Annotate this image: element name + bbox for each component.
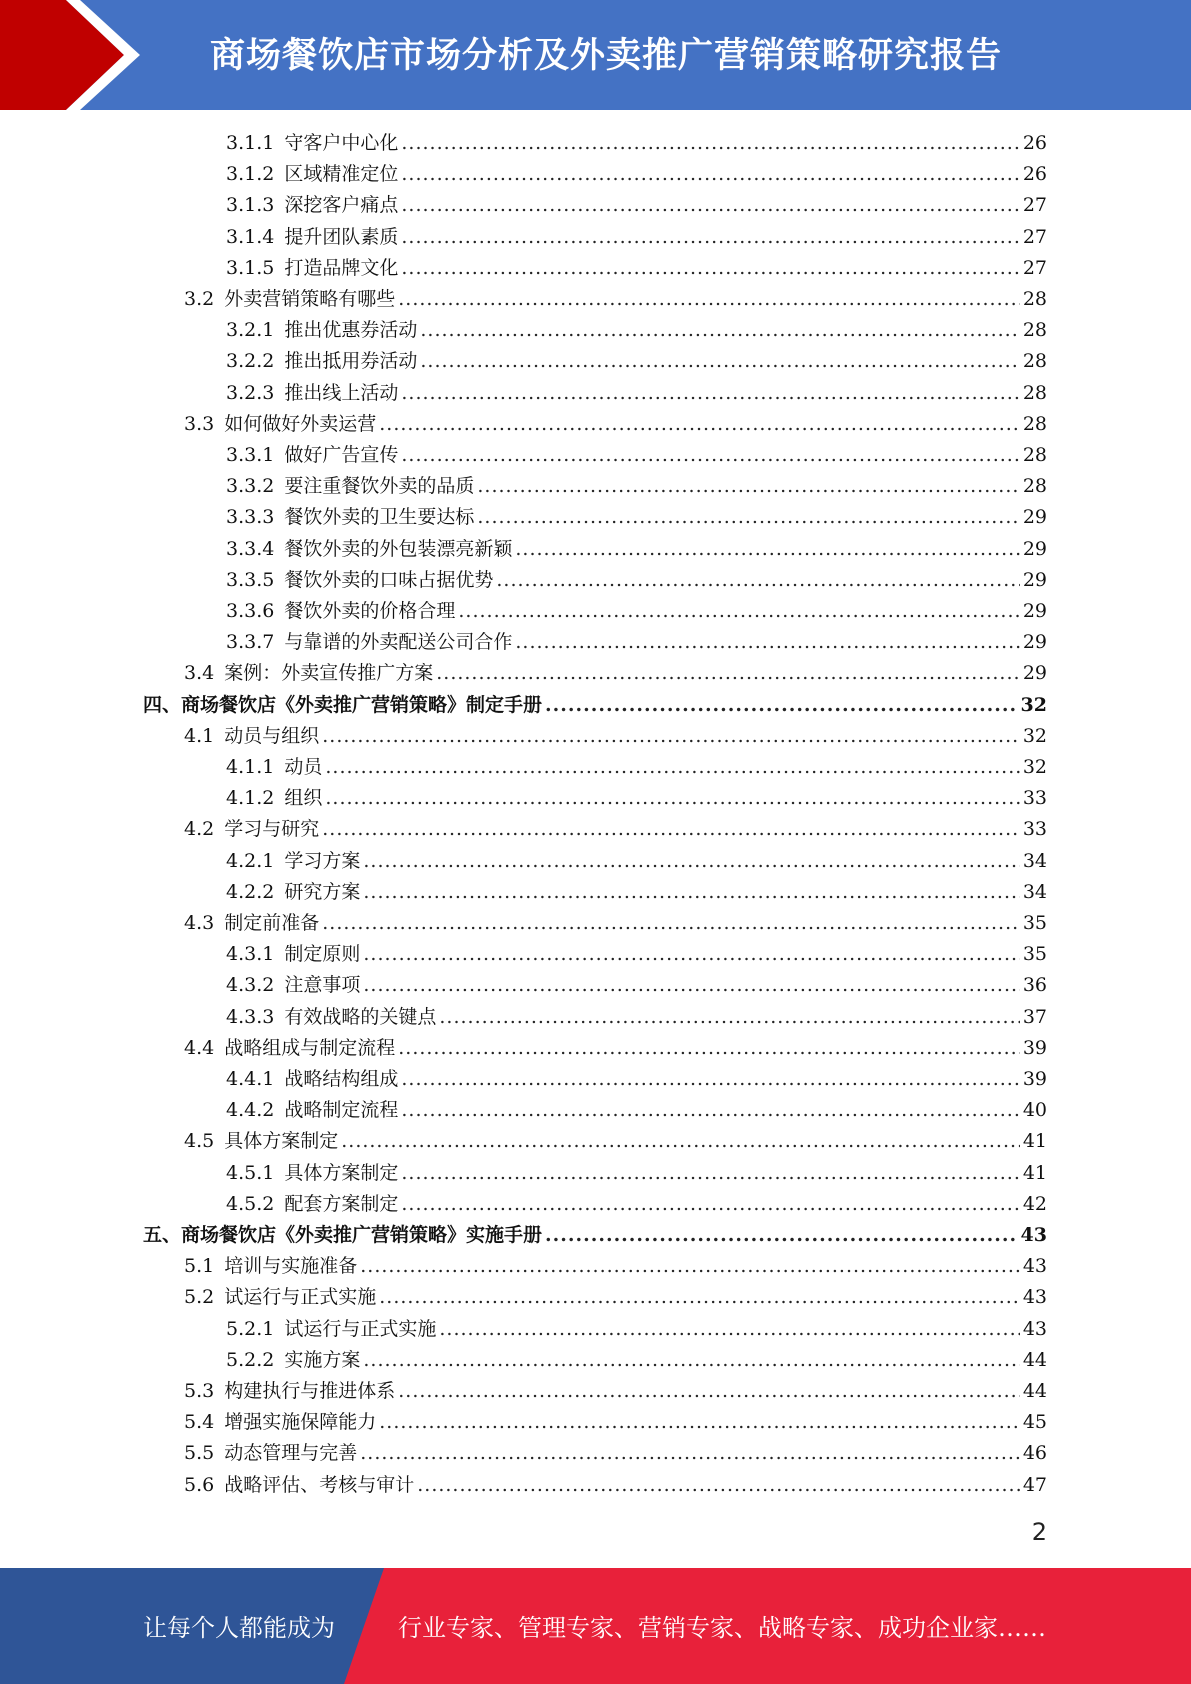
toc-entry-page: 29 <box>1022 600 1047 622</box>
toc-entry-number: 3.4 <box>184 662 215 685</box>
toc-entry-title: 学习与研究 <box>224 818 320 841</box>
page-header <box>0 0 1191 110</box>
toc-entry-number: 3.3.6 <box>226 600 275 622</box>
toc-entry[interactable] <box>226 1095 1047 1126</box>
toc-entry-page: 29 <box>1022 662 1047 685</box>
toc-entry-number: 3.1.2 <box>226 163 275 186</box>
toc-entry[interactable] <box>184 721 1047 752</box>
page-number: 2 <box>1031 1518 1047 1546</box>
toc-entry[interactable] <box>184 1438 1047 1469</box>
toc-entry-number: 3.1.4 <box>226 225 275 248</box>
toc-entry-title: 打造品牌文化 <box>284 256 399 279</box>
toc-entry-page: 34 <box>1022 849 1047 872</box>
toc-entry[interactable] <box>226 1189 1047 1220</box>
toc-entry[interactable] <box>226 939 1047 970</box>
toc-entry-title: 动态管理与完善 <box>224 1442 358 1465</box>
toc-entry-title: 提升团队素质 <box>284 225 399 248</box>
page-footer <box>0 1568 1191 1684</box>
toc-entry-title: 推出优惠券活动 <box>284 319 418 342</box>
toc-entry-number: 5.1 <box>184 1255 215 1278</box>
toc-entry-number: 3.3.1 <box>226 444 275 466</box>
toc-entry-page: 42 <box>1022 1192 1047 1215</box>
toc-entry[interactable] <box>226 565 1047 596</box>
toc-entry-number: 3.2.2 <box>226 350 275 373</box>
toc-dot-leader <box>401 440 1019 471</box>
toc-entry-title: 试运行与正式实施 <box>284 1317 437 1340</box>
toc-entry-number: 5.2 <box>184 1286 215 1309</box>
toc-entry-number: 3.2.1 <box>226 319 275 342</box>
toc-entry-page: 28 <box>1022 319 1047 342</box>
toc-entry-page: 43 <box>1022 1255 1047 1278</box>
toc-entry-page: 26 <box>1022 163 1047 186</box>
toc-entry-page: 27 <box>1022 194 1047 217</box>
toc-entry[interactable] <box>226 534 1047 565</box>
toc-entry[interactable] <box>184 1282 1047 1313</box>
toc-entry-title: 增强实施保障能力 <box>224 1411 377 1434</box>
toc-entry-title: 餐饮外卖的卫生要达标 <box>284 506 475 529</box>
toc-entry-number: 3.3.2 <box>226 475 275 498</box>
toc-dot-leader <box>398 284 1020 315</box>
toc-dot-leader <box>401 159 1019 190</box>
toc-entry-page: 28 <box>1022 350 1047 373</box>
toc-entry-page: 47 <box>1022 1473 1047 1496</box>
toc-dot-leader <box>477 502 1019 533</box>
toc-entry-title: 深挖客户痛点 <box>284 194 399 217</box>
document-title: 商场餐饮店市场分析及外卖推广营销策略研究报告 <box>210 36 1003 76</box>
toc-dot-leader <box>401 190 1019 221</box>
toc-entry-number: 五、 <box>143 1224 182 1246</box>
toc-entry-title: 动员 <box>284 756 323 778</box>
toc-dot-leader <box>439 1314 1019 1345</box>
toc-dot-leader <box>401 1158 1019 1189</box>
toc-entry-number: 4.5.2 <box>226 1192 275 1215</box>
toc-entry-page: 26 <box>1022 132 1047 154</box>
toc-entry-title: 组织 <box>284 787 323 810</box>
toc-entry-page: 32 <box>1020 693 1047 716</box>
toc-entry-page: 27 <box>1022 256 1047 279</box>
toc-entry-page: 35 <box>1022 943 1047 966</box>
toc-entry-page: 41 <box>1022 1130 1047 1153</box>
toc-entry-page: 44 <box>1022 1348 1047 1371</box>
toc-entry-title: 试运行与正式实施 <box>224 1286 377 1309</box>
toc-entry-title: 做好广告宣传 <box>284 444 399 466</box>
toc-entry[interactable] <box>226 222 1047 253</box>
toc-entry-number: 4.2.1 <box>226 849 275 872</box>
toc-entry[interactable] <box>184 284 1047 315</box>
toc-entry-page: 41 <box>1022 1161 1047 1184</box>
toc-entry-number: 4.3.2 <box>226 974 275 997</box>
toc-entry[interactable] <box>184 908 1047 939</box>
toc-dot-leader <box>436 658 1020 689</box>
toc-entry-title: 研究方案 <box>284 880 361 903</box>
toc-dot-leader <box>363 970 1019 1001</box>
toc-dot-leader <box>379 1282 1020 1313</box>
toc-dot-leader <box>417 1470 1020 1501</box>
toc-dot-leader <box>360 1438 1020 1469</box>
toc-entry-number: 4.4 <box>184 1036 215 1059</box>
toc-entry[interactable] <box>143 1220 1047 1251</box>
toc-dot-leader <box>322 908 1020 939</box>
toc-entry-number: 5.2.1 <box>226 1317 275 1340</box>
toc-entry-number: 4.3.3 <box>226 1005 275 1028</box>
toc-entry-title: 制定原则 <box>284 943 361 966</box>
toc-entry-title: 商场餐饮店《外卖推广营销策略》制定手册 <box>181 693 543 716</box>
toc-entry-number: 3.3.5 <box>226 568 275 591</box>
toc-entry-title: 要注重餐饮外卖的品质 <box>284 475 475 498</box>
toc-entry-page: 36 <box>1022 974 1047 997</box>
toc-entry-title: 餐饮外卖的价格合理 <box>284 600 456 622</box>
toc-dot-leader <box>401 378 1019 409</box>
toc-entry-page: 29 <box>1022 506 1047 529</box>
toc-entry-title: 动员与组织 <box>224 724 320 747</box>
toc-dot-leader <box>325 783 1019 814</box>
toc-entry-number: 4.1.2 <box>226 787 275 810</box>
toc-entry[interactable] <box>184 1126 1047 1157</box>
toc-entry-title: 战略结构组成 <box>284 1068 399 1090</box>
toc-entry[interactable] <box>184 1407 1047 1438</box>
toc-entry-title: 与靠谱的外卖配送公司合作 <box>284 631 513 654</box>
toc-entry[interactable] <box>226 1314 1047 1345</box>
toc-entry-title: 构建执行与推进体系 <box>224 1380 396 1402</box>
toc-dot-leader <box>322 814 1020 845</box>
toc-entry[interactable] <box>184 658 1047 689</box>
toc-entry[interactable] <box>226 1345 1047 1376</box>
toc-entry[interactable] <box>226 378 1047 409</box>
toc-entry-number: 5.2.2 <box>226 1348 275 1371</box>
toc-dot-leader <box>420 346 1019 377</box>
toc-entry[interactable] <box>184 1033 1047 1064</box>
toc-dot-leader <box>379 1407 1020 1438</box>
toc-entry-title: 餐饮外卖的口味占据优势 <box>284 568 494 591</box>
toc-entry-title: 餐饮外卖的外包装漂亮新颖 <box>284 537 513 560</box>
toc-entry-title: 战略评估、考核与审计 <box>224 1473 415 1496</box>
toc-dot-leader <box>401 253 1019 284</box>
toc-entry-title: 推出线上活动 <box>284 381 399 404</box>
toc-entry-title: 具体方案制定 <box>284 1161 399 1184</box>
toc-entry[interactable] <box>184 814 1047 845</box>
toc-entry-page: 44 <box>1022 1380 1047 1402</box>
toc-entry-title: 战略制定流程 <box>284 1099 399 1122</box>
toc-entry[interactable] <box>226 627 1047 658</box>
toc-dot-leader <box>401 1095 1019 1126</box>
toc-entry-page: 39 <box>1022 1068 1047 1090</box>
toc-entry-page: 28 <box>1022 475 1047 498</box>
toc-entry-title: 外卖营销策略有哪些 <box>224 288 396 310</box>
toc-entry[interactable] <box>226 190 1047 221</box>
toc-entry-page: 28 <box>1022 412 1047 435</box>
toc-dot-leader <box>515 534 1019 565</box>
toc-entry-number: 3.3.3 <box>226 506 275 529</box>
toc-entry-title: 推出抵用券活动 <box>284 350 418 373</box>
toc-entry[interactable] <box>226 1158 1047 1189</box>
toc-entry-page: 40 <box>1022 1099 1047 1122</box>
toc-entry-title: 商场餐饮店《外卖推广营销策略》实施手册 <box>181 1224 543 1246</box>
toc-entry-title: 学习方案 <box>284 849 361 872</box>
toc-entry-number: 5.3 <box>184 1380 215 1402</box>
toc-entry[interactable] <box>226 253 1047 284</box>
toc-dot-leader <box>398 1033 1020 1064</box>
toc-entry[interactable] <box>226 783 1047 814</box>
toc-entry-page: 27 <box>1022 225 1047 248</box>
toc-entry-page: 39 <box>1022 1036 1047 1059</box>
toc-dot-leader <box>363 877 1019 908</box>
toc-entry-number: 3.2 <box>184 288 215 310</box>
toc-dot-leader <box>458 596 1019 627</box>
toc-entry-page: 29 <box>1022 631 1047 654</box>
toc-entry-title: 实施方案 <box>284 1348 361 1371</box>
toc-entry[interactable] <box>226 440 1047 471</box>
toc-entry-page: 33 <box>1022 818 1047 841</box>
footer-slogan-left: 让每个人都能成为 <box>143 1614 335 1642</box>
toc-entry[interactable] <box>226 877 1047 908</box>
toc-entry[interactable] <box>226 846 1047 877</box>
toc-entry-title: 具体方案制定 <box>224 1130 339 1153</box>
toc-entry-page: 32 <box>1022 724 1047 747</box>
toc-dot-leader <box>496 565 1019 596</box>
toc-dot-leader <box>545 690 1018 721</box>
toc-entry-page: 37 <box>1022 1005 1047 1028</box>
toc-entry[interactable] <box>226 502 1047 533</box>
toc-dot-leader <box>363 846 1019 877</box>
toc-entry[interactable] <box>226 159 1047 190</box>
toc-dot-leader <box>515 627 1019 658</box>
toc-entry-title: 制定前准备 <box>224 912 320 934</box>
toc-entry[interactable] <box>226 128 1047 159</box>
toc-dot-leader <box>363 1345 1019 1376</box>
toc-entry[interactable] <box>184 1470 1047 1501</box>
toc-entry-number: 3.3 <box>184 412 215 435</box>
toc-dot-leader <box>420 315 1019 346</box>
toc-dot-leader <box>401 1064 1019 1095</box>
toc-entry-page: 46 <box>1022 1442 1047 1465</box>
toc-entry-number: 5.6 <box>184 1473 215 1496</box>
footer-slogan-right: 行业专家、管理专家、营销专家、战略专家、成功企业家…… <box>398 1614 1046 1642</box>
toc-entry-title: 如何做好外卖运营 <box>224 412 377 435</box>
toc-entry-number: 四、 <box>143 693 182 716</box>
toc-dot-leader <box>439 1002 1019 1033</box>
toc-entry-number: 4.4.1 <box>226 1068 275 1090</box>
toc-entry-page: 43 <box>1020 1224 1047 1246</box>
toc-entry[interactable] <box>226 1064 1047 1095</box>
toc-entry-number: 4.4.2 <box>226 1099 275 1122</box>
toc-entry[interactable] <box>143 690 1047 721</box>
toc-entry[interactable] <box>226 1002 1047 1033</box>
toc-entry-title: 配套方案制定 <box>284 1192 399 1215</box>
toc-entry[interactable] <box>226 471 1047 502</box>
toc-entry-title: 有效战略的关键点 <box>284 1005 437 1028</box>
toc-entry-page: 29 <box>1022 537 1047 560</box>
toc-entry-title: 注意事项 <box>284 974 361 997</box>
header-chevron-decoration <box>0 0 160 110</box>
toc-dot-leader <box>401 1189 1019 1220</box>
toc-entry-number: 4.1 <box>184 724 215 747</box>
toc-entry-number: 3.3.7 <box>226 631 275 654</box>
toc-entry[interactable] <box>226 346 1047 377</box>
toc-entry-page: 28 <box>1022 288 1047 310</box>
toc-entry[interactable] <box>184 1251 1047 1282</box>
toc-dot-leader <box>477 471 1019 502</box>
toc-entry-page: 45 <box>1022 1411 1047 1434</box>
toc-entry[interactable] <box>184 409 1047 440</box>
toc-entry-number: 4.1.1 <box>226 756 275 778</box>
toc-entry-number: 4.2 <box>184 818 215 841</box>
toc-entry[interactable] <box>226 752 1047 783</box>
toc-dot-leader <box>545 1220 1018 1251</box>
toc-entry-title: 战略组成与制定流程 <box>224 1036 396 1059</box>
toc-entry-page: 33 <box>1022 787 1047 810</box>
toc-entry-title: 案例：外卖宣传推广方案 <box>224 662 434 685</box>
toc-entry-title: 守客户中心化 <box>284 132 399 154</box>
toc-dot-leader <box>398 1376 1020 1407</box>
toc-entry-number: 3.3.4 <box>226 537 275 560</box>
toc-entry-page: 43 <box>1022 1286 1047 1309</box>
toc-entry[interactable] <box>226 596 1047 627</box>
toc-dot-leader <box>322 721 1020 752</box>
toc-dot-leader <box>325 752 1019 783</box>
toc-entry-number: 4.3.1 <box>226 943 275 966</box>
toc-entry-title: 区域精准定位 <box>284 163 399 186</box>
toc-entry[interactable] <box>226 970 1047 1001</box>
toc-entry-number: 3.1.5 <box>226 256 275 279</box>
toc-entry-number: 3.1.3 <box>226 194 275 217</box>
toc-entry-number: 4.3 <box>184 912 215 934</box>
toc-dot-leader <box>363 939 1019 970</box>
toc-dot-leader <box>401 222 1019 253</box>
toc-entry-page: 35 <box>1022 912 1047 934</box>
toc-entry[interactable] <box>184 1376 1047 1407</box>
toc-entry-page: 28 <box>1022 444 1047 466</box>
toc-dot-leader <box>360 1251 1020 1282</box>
toc-entry-number: 5.4 <box>184 1411 215 1434</box>
toc-entry-number: 3.1.1 <box>226 132 275 154</box>
toc-entry-number: 4.5 <box>184 1130 215 1153</box>
toc-entry-page: 34 <box>1022 880 1047 903</box>
toc-dot-leader <box>341 1126 1020 1157</box>
toc-entry-number: 4.2.2 <box>226 880 275 903</box>
toc-entry-page: 28 <box>1022 381 1047 404</box>
toc-entry-title: 培训与实施准备 <box>224 1255 358 1278</box>
toc-entry-number: 4.5.1 <box>226 1161 275 1184</box>
toc-entry-page: 29 <box>1022 568 1047 591</box>
toc-entry[interactable] <box>226 315 1047 346</box>
toc-entry-page: 43 <box>1022 1317 1047 1340</box>
toc-entry-number: 3.2.3 <box>226 381 275 404</box>
toc-entry-page: 32 <box>1022 756 1047 778</box>
toc-dot-leader <box>401 128 1019 159</box>
toc-dot-leader <box>379 409 1020 440</box>
toc-entry-number: 5.5 <box>184 1442 215 1465</box>
